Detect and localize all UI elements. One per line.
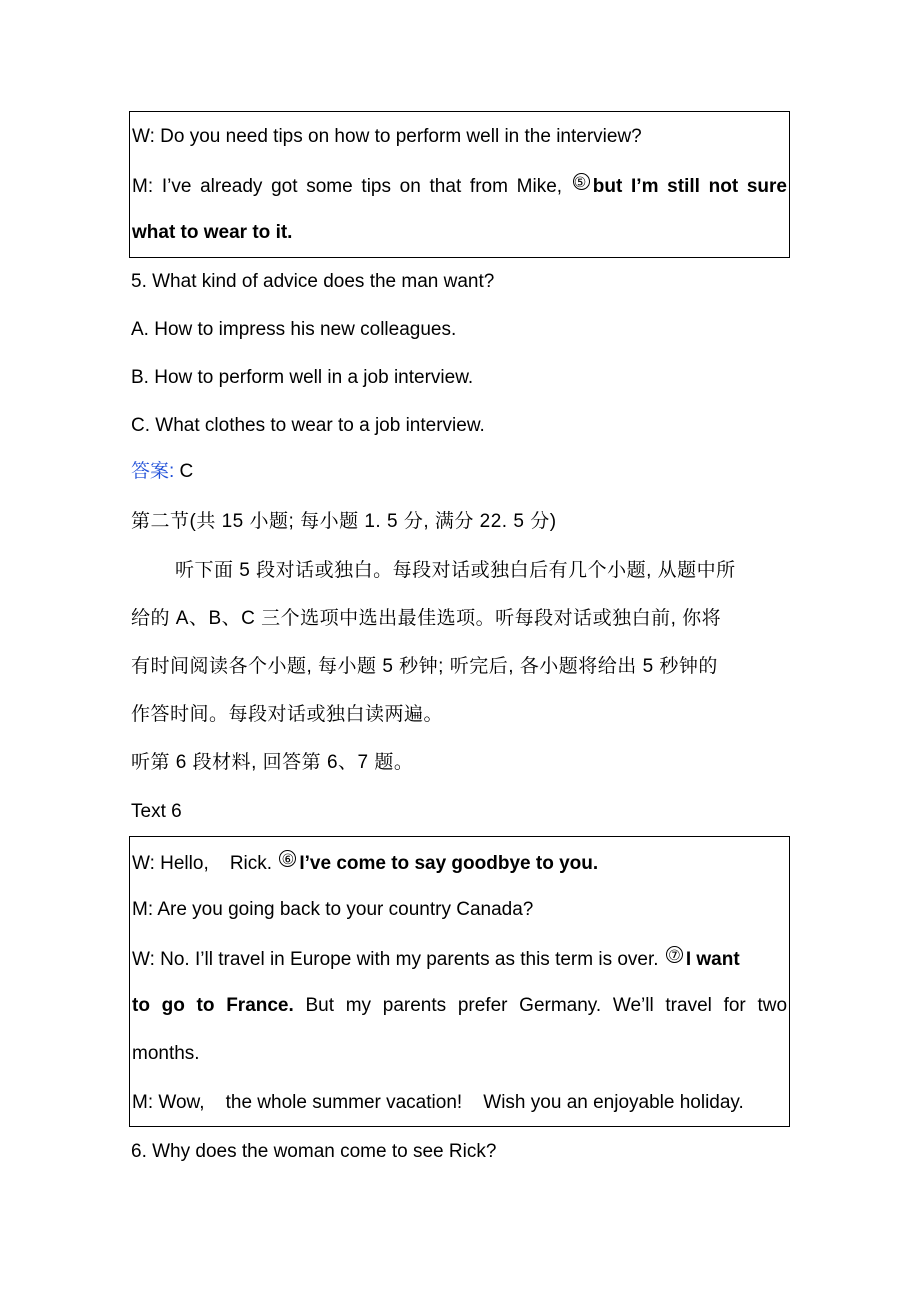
dialogue-box-2 bbox=[129, 836, 790, 1127]
option-c: C. What clothes to wear to a job interview. bbox=[131, 415, 485, 436]
marker-6-icon: ⑥ bbox=[279, 850, 296, 867]
dialogue-line-4 bbox=[132, 994, 787, 1018]
section-heading: 第二节(共 15 小题; 每小题 1. 5 分, 满分 22. 5 分) bbox=[131, 511, 557, 532]
question-5: 5. What kind of advice does the man want? bbox=[131, 271, 495, 292]
dialogue-line-5: months. bbox=[132, 1043, 200, 1064]
marker-5-icon: ⑤ bbox=[573, 173, 590, 190]
text-label: Text 6 bbox=[131, 801, 182, 822]
answer-value: C bbox=[174, 461, 194, 482]
instruction-line-3: 有时间阅读各个小题, 每小题 5 秒钟; 听完后, 各小题将给出 5 秒钟的 bbox=[131, 656, 718, 677]
dialogue-line-w: W: Do you need tips on how to perform well in the interview? bbox=[132, 126, 642, 147]
key-sentence-cont: what to wear to it. bbox=[132, 222, 293, 243]
answer-label: 答案: bbox=[131, 461, 175, 482]
dialogue-line-6: M: Wow, the whole summer vacation! Wish you an enjoyable holiday. bbox=[132, 1092, 744, 1113]
key-sentence: but I’m still not sure bbox=[592, 176, 787, 197]
answer bbox=[131, 460, 791, 484]
dialogue-line-3 bbox=[132, 946, 740, 972]
key-sentence: I’ve come to say goodbye to you. bbox=[299, 853, 599, 874]
instruction-line-2: 给的 A、B、C 三个选项中选出最佳选项。听每段对话或独白前, 你将 bbox=[131, 608, 722, 629]
dialogue-line-m-cont bbox=[132, 221, 292, 245]
option-a: A. How to impress his new colleagues. bbox=[131, 319, 457, 340]
dialogue-box-1 bbox=[129, 111, 790, 258]
dialogue-line-m bbox=[132, 173, 787, 199]
question-6: 6. Why does the woman come to see Rick? bbox=[131, 1141, 497, 1162]
marker-7-icon: ⑦ bbox=[666, 946, 683, 963]
option-b: B. How to perform well in a job interview. bbox=[131, 367, 474, 388]
key-sentence: I want bbox=[685, 949, 740, 970]
dialogue-text: M: I’ve already got some tips on that from Mike, bbox=[132, 176, 563, 197]
instruction-line-4: 作答时间。每段对话或独白读两遍。 bbox=[131, 704, 444, 725]
key-sentence-cont: to go to France. bbox=[132, 995, 294, 1016]
dialogue-text: W: Hello, Rick. bbox=[132, 853, 273, 874]
dialogue-text: But my parents prefer Germany. We’ll travel for two bbox=[305, 995, 788, 1016]
dialogue-line-2: M: Are you going back to your country Canada? bbox=[132, 899, 534, 920]
dialogue-text: W: No. I’ll travel in Europe with my parents as this term is over. bbox=[132, 949, 659, 970]
dialogue-line-1 bbox=[132, 850, 598, 876]
listen-instruction: 听第 6 段材料, 回答第 6、7 题。 bbox=[131, 752, 414, 773]
instruction-line-1: 听下面 5 段对话或独白。每段对话或独白后有几个小题, 从题中所 bbox=[175, 560, 736, 581]
